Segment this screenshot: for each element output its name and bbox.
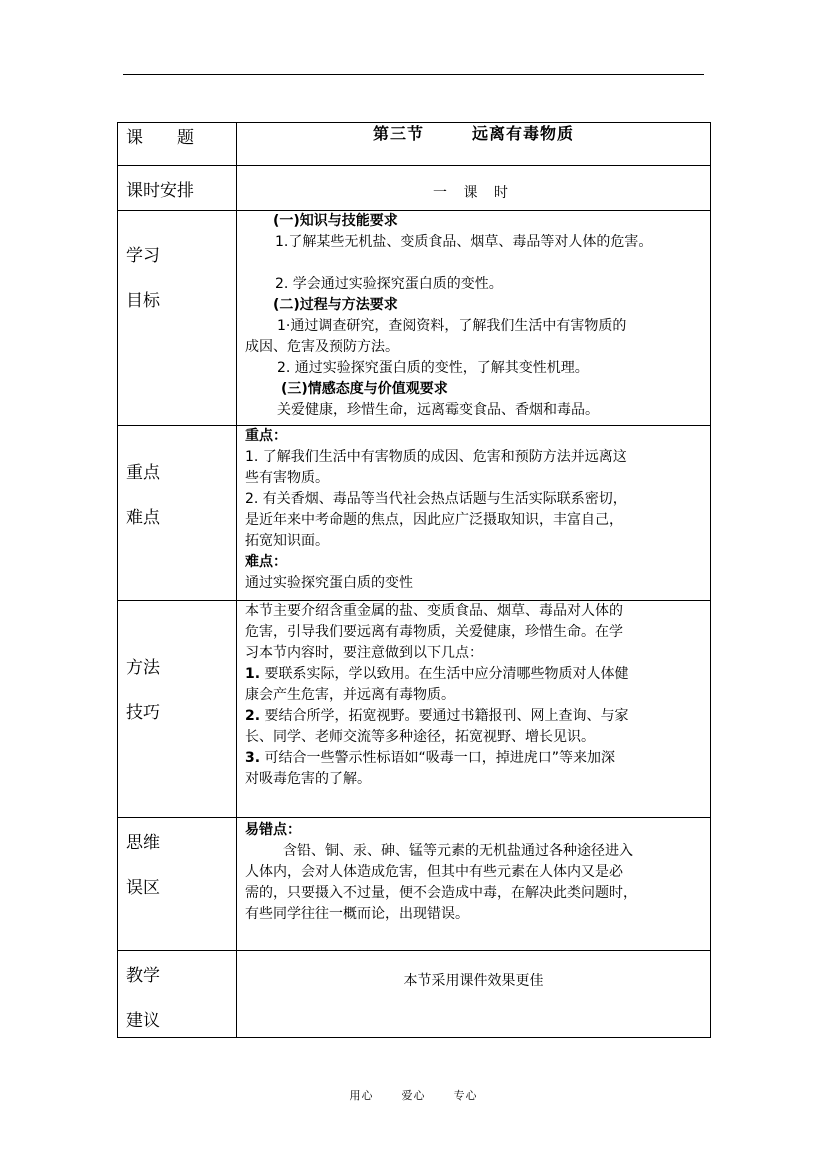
methods-text: 康会产生危害，并远离有毒物质。 <box>245 687 455 703</box>
goals-label-line-2: 目标 <box>126 291 160 311</box>
methods-content <box>237 601 711 818</box>
methods-number: 2. <box>245 708 261 724</box>
key-label-line-2: 难点 <box>126 508 160 528</box>
goals-text: 2. 通过实验探究蛋白质的变性，了解其变性机理。 <box>277 360 589 376</box>
methods-text: 对吸毒危害的了解。 <box>245 771 371 787</box>
lesson-plan-table <box>117 122 711 1038</box>
methods-text: 可结合一些警示性标语如“吸毒一口，掉进虎口”等来加深 <box>264 750 616 766</box>
goals-label-line-1: 学习 <box>126 246 160 266</box>
goals-content <box>237 211 711 426</box>
title-row <box>118 123 711 166</box>
goals-row <box>118 211 711 426</box>
goals-heading-1: (一)知识与技能要求 <box>273 213 398 229</box>
teaching-label <box>118 951 236 1031</box>
header-rule <box>123 74 704 75</box>
teaching-label-cell <box>118 951 237 1038</box>
methods-text: 危害，引导我们要远离有毒物质，关爱健康，珍惜生命。在学 <box>245 624 623 640</box>
mistakes-label-line-1: 思维 <box>126 833 160 853</box>
teaching-row <box>118 951 711 1038</box>
teaching-label-line-1: 教学 <box>126 966 160 986</box>
mistakes-text: 含铅、铜、汞、砷、锰等元素的无机盐通过各种途径进入 <box>283 843 633 859</box>
footer-word: 用心 <box>349 1089 374 1102</box>
difficulty-heading: 难点： <box>245 554 287 570</box>
lesson-title <box>237 123 710 144</box>
goals-heading-3: (三)情感态度与价值观要求 <box>281 381 448 397</box>
hours-cell <box>237 166 711 211</box>
hours-value: 一 课 时 <box>433 185 514 201</box>
methods-text: 要联系实际，学以致用。在生活中应分清哪些物质对人体健 <box>264 666 629 682</box>
teaching-text: 本节采用课件效果更佳 <box>403 973 544 989</box>
methods-text: 长、同学、老师交流等多种途径，拓宽视野、增长见识。 <box>245 729 595 745</box>
key-points-label <box>118 426 236 528</box>
mistakes-content <box>237 818 711 951</box>
key-text: 是近年来中考命题的焦点，因此应广泛摄取知识，丰富自己， <box>245 512 623 528</box>
key-heading: 重点： <box>245 428 287 444</box>
methods-row <box>118 601 711 818</box>
key-points-row <box>118 426 711 601</box>
mistakes-row <box>118 818 711 951</box>
key-text: 拓宽知识面。 <box>245 533 329 549</box>
mistakes-text: 需的，只要摄入不过量，便不会造成中毒，在解决此类问题时， <box>245 885 637 901</box>
lesson-title-text: 远离有毒物质 <box>472 124 575 143</box>
goals-label <box>118 211 236 311</box>
goals-text: 1·通过调查研究，查阅资料，了解我们生活中有害物质的 <box>277 318 627 334</box>
title-label-cell <box>118 123 237 166</box>
footer-word: 爱心 <box>401 1089 426 1102</box>
goals-text: 2. 学会通过实验探究蛋白质的变性。 <box>275 276 503 292</box>
mistakes-text: 有些同学往往一概而论，出现错误。 <box>245 906 469 922</box>
key-points-content <box>237 426 711 601</box>
footer-word: 专心 <box>453 1089 478 1102</box>
methods-label-cell <box>118 601 237 818</box>
methods-label <box>118 601 236 723</box>
key-text: 些有害物质。 <box>245 470 329 486</box>
page-footer <box>0 1087 827 1103</box>
section-number: 第三节 <box>372 124 424 143</box>
mistakes-label <box>118 818 236 898</box>
difficulty-text: 通过实验探究蛋白质的变性 <box>245 575 413 591</box>
mistakes-text: 人体内，会对人体造成危害，但其中有些元素在人体内又是必 <box>245 864 623 880</box>
goals-heading-2: (二)过程与方法要求 <box>273 297 398 313</box>
key-text: 2. 有关香烟、毒品等当代社会热点话题与生活实际联系密切， <box>245 491 627 507</box>
title-cell <box>237 123 711 166</box>
title-label: 课 题 <box>126 128 194 148</box>
methods-text: 要结合所学，拓宽视野。要通过书籍报刊、网上查询、与家 <box>264 708 629 724</box>
methods-text: 本节主要介绍含重金属的盐、变质食品、烟草、毒品对人体的 <box>245 603 623 619</box>
teaching-label-line-2: 建议 <box>126 1011 160 1031</box>
hours-label: 课时安排 <box>126 180 194 201</box>
key-points-label-cell <box>118 426 237 601</box>
methods-text: 习本节内容时，要注意做到以下几点： <box>245 645 483 661</box>
methods-number: 3. <box>245 750 261 766</box>
goals-label-cell <box>118 211 237 426</box>
goals-text: 成因、危害及预防方法。 <box>245 339 399 355</box>
mistakes-label-line-2: 误区 <box>126 878 160 898</box>
mistakes-label-cell <box>118 818 237 951</box>
hours-label-cell <box>118 166 237 211</box>
goals-text: 关爱健康，珍惜生命，远离霉变食品、香烟和毒品。 <box>277 402 599 418</box>
methods-label-line-2: 技巧 <box>126 703 160 723</box>
hours-row <box>118 166 711 211</box>
teaching-content <box>237 951 711 1038</box>
goals-text: 1.了解某些无机盐、变质食品、烟草、毒品等对人体的危害。 <box>275 234 653 250</box>
key-label-line-1: 重点 <box>126 463 160 483</box>
mistakes-heading: 易错点： <box>245 822 301 838</box>
methods-number: 1. <box>245 666 261 682</box>
methods-label-line-1: 方法 <box>126 658 160 678</box>
key-text: 1. 了解我们生活中有害物质的成因、危害和预防方法并远离这 <box>245 449 627 465</box>
